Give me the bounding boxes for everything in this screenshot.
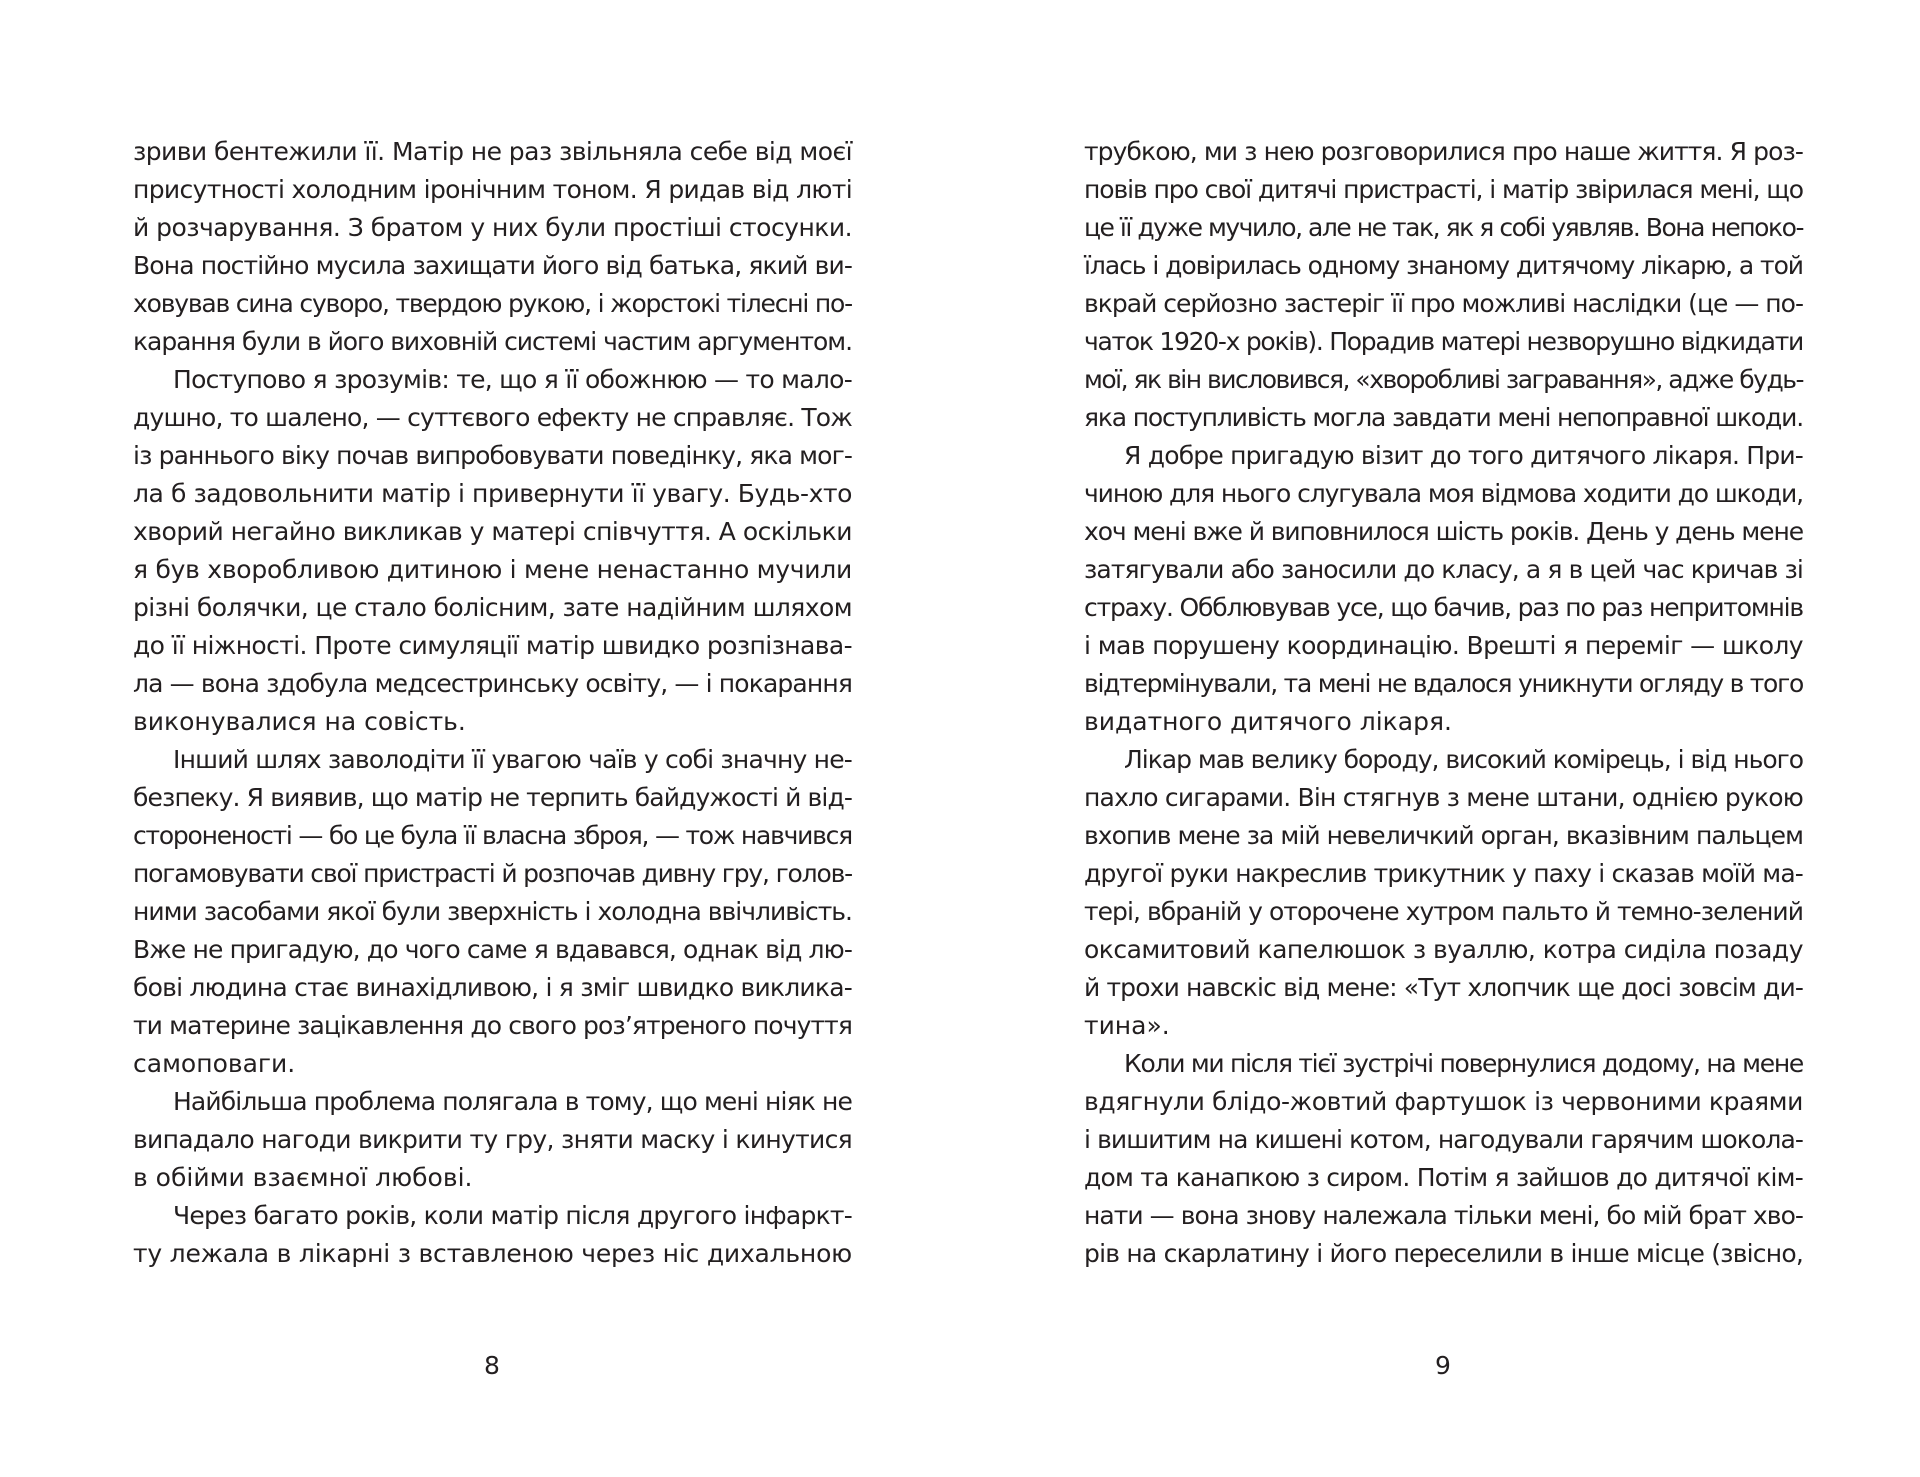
text-line: Коли ми після тієї зустрічі повернулися додому, на мене: [1124, 1049, 1803, 1078]
text-line: і мав порушену координацію. Врешті я переміг — школу: [1084, 631, 1803, 660]
text-line: Лікар мав велику бороду, високий комірець, і від нього: [1124, 745, 1803, 774]
text-line: яка поступливість могла завдати мені непоправної шкоди.: [1084, 403, 1803, 432]
text-line: ховував сина суворо, твердою рукою, і жорстокі тілесні по-: [133, 289, 852, 318]
text-line: трубкою, ми з нею розговорилися про наше життя. Я роз-: [1084, 137, 1803, 166]
text-line: Вже не пригадую, до чого саме я вдавався, однак від лю-: [133, 935, 852, 964]
text-line: ла б задовольнити матір і привернути її увагу. Будь-хто: [133, 479, 852, 508]
text-line: тері, вбраній у оторочене хутром пальто й темно-зелений: [1084, 897, 1803, 926]
text-line: й розчарування. З братом у них були простіші стосунки.: [133, 213, 852, 242]
text-line: Вона постійно мусила захищати його від батька, який ви-: [133, 251, 852, 280]
text-line: самоповаги.: [133, 1049, 296, 1078]
text-line: в обійми взаємної любові.: [133, 1163, 473, 1192]
text-line: із раннього віку почав випробовувати поведінку, яка мог-: [133, 441, 852, 470]
text-line: безпеку. Я виявив, що матір не терпить байдужості й від-: [133, 783, 852, 812]
text-line: це її дуже мучило, але не так, як я собі уявляв. Вона непоко-: [1084, 213, 1803, 242]
text-line: випадало нагоди викрити ту гру, зняти маску і кинутися: [133, 1125, 852, 1154]
text-line: Через багато років, коли матір після другого інфаркт-: [173, 1201, 852, 1230]
text-line: вкрай серйозно застеріг її про можливі наслідки (це — по-: [1084, 289, 1804, 318]
text-line: рів на скарлатину і його переселили в інше місце (звісно,: [1084, 1239, 1803, 1268]
text-line: стороненості — бо це була її власна зброя, — тож навчився: [133, 821, 852, 850]
text-line: чиною для нього слугувала моя відмова ходити до шкоди,: [1084, 479, 1803, 508]
right-page-text: [1084, 133, 1803, 1273]
text-line: хворий негайно викликав у матері співчуття. А оскільки: [133, 517, 852, 546]
text-line: другої руки накреслив трикутник у паху і сказав моїй ма-: [1084, 859, 1803, 888]
text-line: дом та канапкою з сиром. Потім я зайшов до дитячої кім-: [1084, 1163, 1803, 1192]
text-line: Найбільша проблема полягала в тому, що мені ніяк не: [173, 1087, 852, 1116]
text-line: страху. Обблювував усе, що бачив, раз по раз непритомнів: [1084, 593, 1803, 622]
left-page-text: [133, 133, 852, 1273]
text-line: я був хворобливою дитиною і мене ненастанно мучили: [133, 555, 852, 584]
text-line: ними засобами якої були зверхність і холодна ввічливість.: [133, 897, 853, 926]
text-line: нати — вона знову належала тільки мені, бо мій брат хво-: [1084, 1201, 1803, 1230]
text-line: повів про свої дитячі пристрасті, і матір звірилася мені, що: [1084, 175, 1803, 204]
text-line: душно, то шалено, — суттєвого ефекту не справляє. Тож: [133, 403, 852, 432]
text-line: бові людина стає винахідливою, і я зміг швидко виклика-: [133, 973, 852, 1002]
text-line: ту лежала в лікарні з вставленою через ніс дихальною: [133, 1239, 852, 1268]
text-line: погамовувати свої пристрасті й розпочав дивну гру, голов-: [133, 859, 852, 888]
text-line: й трохи навскіс від мене: «Тут хлопчик ще досі зовсім ди-: [1084, 973, 1803, 1002]
text-line: Поступово я зрозумів: те, що я її обожнюю — то мало-: [173, 365, 852, 394]
text-line: їлась і довірилась одному знаному дитячому лікарю, а той: [1084, 251, 1803, 280]
text-line: карання були в його виховній системі частим аргументом.: [133, 327, 852, 356]
text-line: вдягнули блідо-жовтий фартушок із червоними краями: [1084, 1087, 1803, 1116]
text-line: різні болячки, це стало болісним, зате надійним шляхом: [133, 593, 852, 622]
text-line: відтермінували, та мені не вдалося уникнути огляду в того: [1084, 669, 1803, 698]
text-line: оксамитовий капелюшок з вуаллю, котра сиділа позаду: [1084, 935, 1803, 964]
text-line: присутності холодним іронічним тоном. Я ридав від люті: [133, 175, 852, 204]
text-line: ти материне зацікавлення до свого роз’ятреного почуття: [133, 1011, 852, 1040]
text-line: хоч мені вже й виповнилося шість років. День у день мене: [1084, 517, 1803, 546]
text-line: пахло сигарами. Він стягнув з мене штани, однією рукою: [1084, 783, 1803, 812]
text-line: виконувалися на совість.: [133, 707, 466, 736]
text-line: видатного дитячого лікаря.: [1084, 707, 1452, 736]
text-line: і вишитим на кишені котом, нагодували гарячим шоколa-: [1084, 1125, 1803, 1154]
text-line: Я добре пригадую візит до того дитячого лікаря. При-: [1124, 441, 1803, 470]
right-page-number: 9: [1435, 1351, 1451, 1380]
text-line: вхопив мене за мій невеличкий орган, вказівним пальцем: [1084, 821, 1803, 850]
text-line: ла — вона здобула медсестринську освіту, — і покарання: [133, 669, 852, 698]
text-line: чаток 1920-х років). Порадив матері незворушно відкидати: [1084, 327, 1803, 356]
text-line: Інший шлях заволодіти її увагою чаїв у собі значну не-: [173, 745, 852, 774]
text-line: затягували або заносили до класу, а я в цей час кричав зі: [1084, 555, 1803, 584]
left-page-number: 8: [484, 1351, 500, 1380]
text-line: мої, як він висловився, «хворобливі загравання», адже будь-: [1084, 365, 1803, 394]
text-line: зриви бентежили її. Матір не раз звільняла себе від моєї: [133, 137, 852, 166]
text-line: тина».: [1084, 1011, 1170, 1040]
text-line: до її ніжності. Проте симуляції матір швидко розпізнава-: [133, 631, 852, 660]
